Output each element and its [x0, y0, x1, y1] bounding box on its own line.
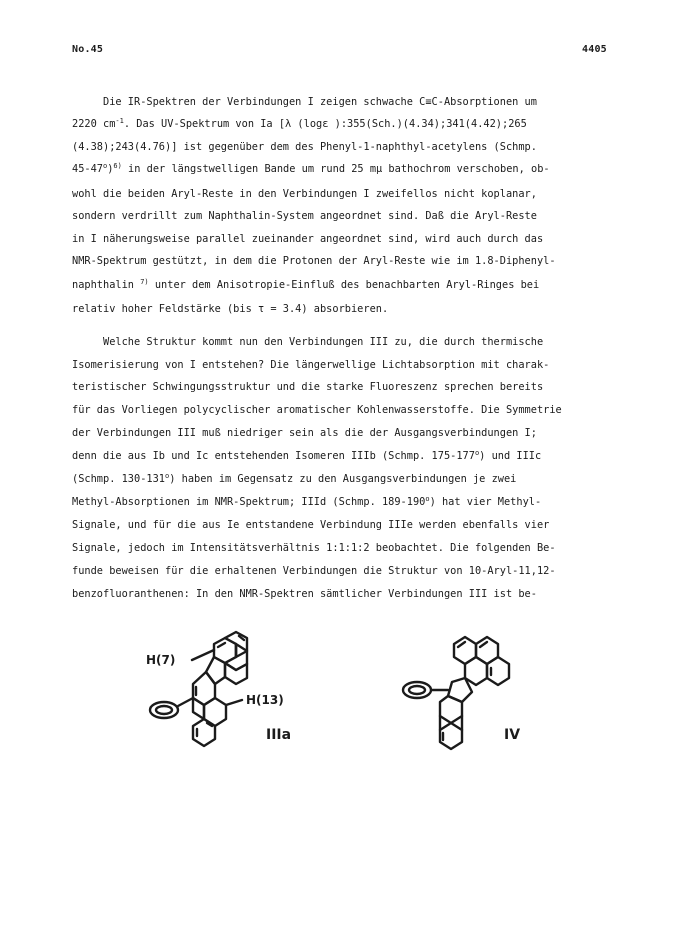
- ring: [440, 696, 462, 723]
- h13-label: H(13): [246, 693, 284, 707]
- text-line: Signale, und für die aus Ie entstandene Verbindung IIIe werden ebenfalls vier: [72, 519, 550, 531]
- text-line: relativ hoher Feldstärke (bis τ = 3.4) absorbieren.: [72, 303, 389, 315]
- phenyl-ring: [150, 702, 178, 718]
- structure-iv: [392, 622, 542, 752]
- text-line: Isomerisierung von I entstehen? Die längerwellige Lichtabsorption mit charak-: [72, 359, 550, 371]
- text-line: 2220 $cm^{-1}$. Das UV-Spektrum von Ia [λ (logε ):355(Sch.)(4.34);341(4.42);265: [72, 117, 527, 130]
- text-line: Signale, jedoch im Intensitätsverhältnis 1:1:1:2 beobachtet. Die folgenden Be-: [72, 542, 556, 554]
- text-line: Die IR-Spektren der Verbindungen I zeigen schwache C≡C-Absorptionen um: [72, 96, 537, 108]
- text-line: sondern verdrillt zum Naphthalin-System angeordnet sind. Daß die Aryl-Reste: [72, 210, 537, 222]
- text-line: Welche Struktur kommt nun den Verbindungen III zu, die durch thermische: [72, 336, 544, 348]
- phenyl-ring: [403, 682, 431, 698]
- text-line: 45-47$^o$)$^{6)}$ in der längstwelligen Bande um rund 25 mµ bathochrom verschoben, ob-: [72, 162, 550, 175]
- structure-iiia: [140, 622, 320, 752]
- text-line: benzofluoranthenen: In den NMR-Spektren sämtlicher Verbindungen III ist be-: [72, 588, 537, 600]
- text-line: Methyl-Absorptionen im NMR-Spektrum; IIId (Schmp. 189-190$^o$) hat vier Methyl-: [72, 495, 542, 508]
- text-line: für das Vorliegen polycyclischer aromatischer Kohlenwasserstoffe. Die Symmetrie: [72, 404, 562, 416]
- text-line: naphthalin $^{7)}$ unter dem Anisotropie-Einfluß des benachbarten Aryl-Ringes bei: [72, 278, 540, 291]
- text-line: teristischer Schwingungsstruktur und die starke Fluoreszenz sprechen bereits: [72, 381, 544, 393]
- text-line: wohl die beiden Aryl-Reste in den Verbindungen I zweifellos nicht koplanar,: [72, 188, 537, 200]
- structure-label-iiia: IIIa: [266, 727, 292, 743]
- structure-label-iv: IV: [504, 727, 521, 743]
- text-line: NMR-Spektrum gestützt, in dem die Protonen der Aryl-Reste wie im 1.8-Diphenyl-: [72, 255, 556, 267]
- text-line: der Verbindungen III muß niedriger sein als die der Ausgangsverbindungen I;: [72, 427, 537, 439]
- h7-label: H(7): [146, 653, 176, 667]
- ring: [206, 657, 225, 684]
- text-line: denn die aus Ib und Ic entstehenden Isomeren IIIb (Schmp. 175-177$^o$) und IIIc: [72, 449, 542, 462]
- page-header-right: 4405: [582, 44, 607, 55]
- text-line: (4.38);243(4.76)] ist gegenüber dem des Phenyl-1-naphthyl-acetylens (Schmp.: [72, 141, 537, 153]
- text-line: in I näherungsweise parallel zueinander angeordnet sind, wird auch durch das: [72, 233, 544, 245]
- text-line: (Schmp. 130-131$^o$) haben im Gegensatz zu den Ausgangsverbindungen je zwei: [72, 472, 517, 485]
- text-line: funde beweisen für die erhaltenen Verbindungen die Struktur von 10-Aryl-11,12-: [72, 565, 556, 577]
- page-header-left: No.45: [72, 44, 104, 55]
